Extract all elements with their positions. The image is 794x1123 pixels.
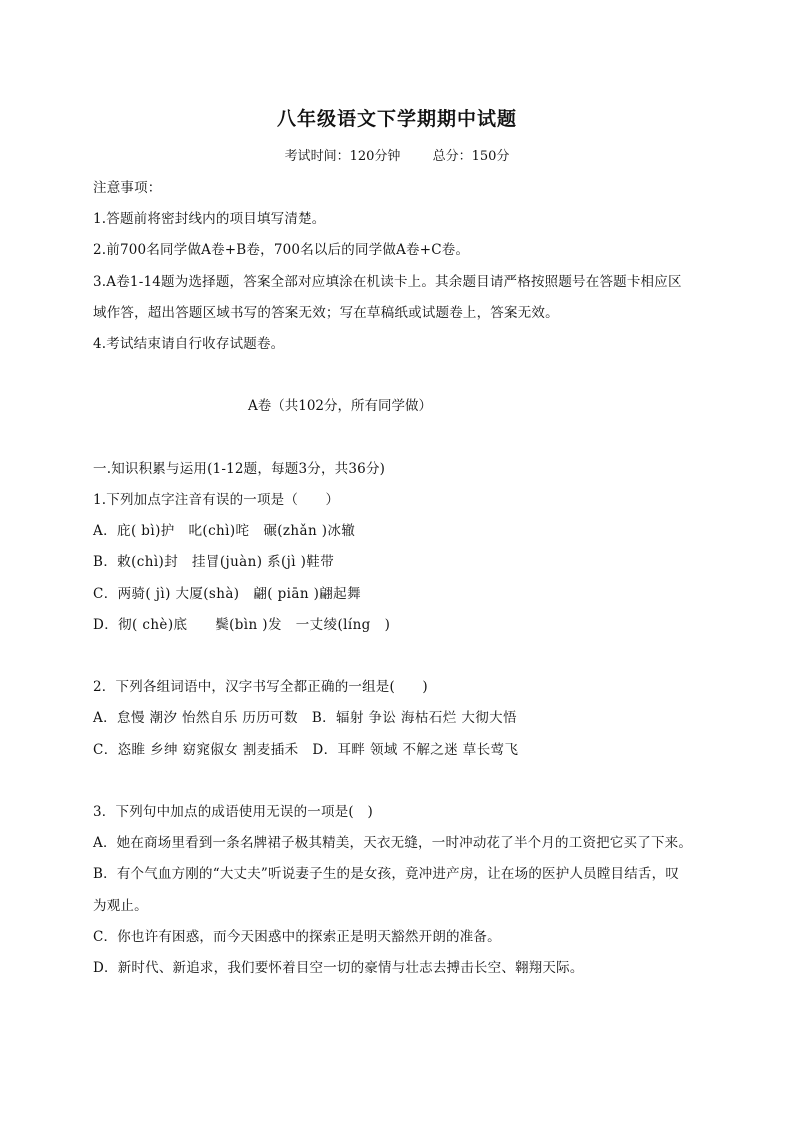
total-score: 总分：150分 bbox=[432, 149, 510, 164]
notice-item-4: 4.考试结束请自行收存试题卷。 bbox=[93, 336, 285, 352]
exam-meta bbox=[0, 145, 794, 164]
q3-option-a: A．她在商场里看到一条名牌裙子极其精美，天衣无缝，一时冲动花了半个月的工资把它买了下来。 bbox=[93, 835, 693, 851]
notice-item-2: 2.前700名同学做A卷+B卷，700名以后的同学做A卷+C卷。 bbox=[93, 242, 470, 258]
part1-heading: 一.知识积累与运用(1-12题，每题3分，共36分) bbox=[93, 461, 386, 477]
q1-option-d: D．彻( chè)底 鬓(bìn )发 一丈绫(líng ) bbox=[93, 617, 391, 633]
q3-option-d: D．新时代、新追求，我们要怀着目空一切的豪情与壮志去搏击长空、翱翔天际。 bbox=[93, 960, 584, 976]
q1-option-b: B．敕(chì)封 挂冒(juàn) 系(jì )鞋带 bbox=[93, 554, 335, 570]
q1-stem: 1.下列加点字注音有误的一项是（ ） bbox=[93, 492, 340, 508]
q3-option-c: C．你也许有困惑，而今天困惑中的探索正是明天豁然开朗的准备。 bbox=[93, 929, 501, 945]
q3-stem: 3．下列句中加点的成语使用无误的一项是( ) bbox=[93, 804, 374, 820]
notice-item-1: 1.答题前将密封线内的项目填写清楚。 bbox=[93, 211, 326, 227]
q1-option-a: A．庇( bì)护 叱(chì)咤 碾(zhǎn )冰辙 bbox=[93, 523, 356, 539]
q1-option-c: C．两骑( jì) 大厦(shà) 翩( piān )翩起舞 bbox=[93, 586, 361, 602]
q2-options-cd: C．恣睢 乡绅 窈窕俶女 割麦插禾 D．耳畔 领域 不解之迷 草长莺飞 bbox=[93, 742, 519, 758]
q2-stem: 2．下列各组词语中，汉字书写全都正确的一组是( ) bbox=[93, 679, 428, 695]
q3-option-b-cont: 为观止。 bbox=[93, 898, 148, 914]
notice-item-3-cont: 域作答，超出答题区域书写的答案无效；写在草稿纸或试题卷上，答案无效。 bbox=[93, 305, 559, 321]
exam-title: 八年级语文下学期期中试题 bbox=[276, 108, 517, 130]
notice-heading: 注意事项： bbox=[93, 180, 162, 196]
exam-time: 考试时间：120分钟 bbox=[284, 149, 401, 164]
section-a-heading: A卷（共102分，所有同学做） bbox=[248, 398, 433, 414]
q3-option-b: B．有个气血方刚的“大丈夫”听说妻子生的是女孩，竟冲进产房，让在场的医护人员瞠目结舌，叹 bbox=[93, 866, 680, 882]
q2-options-ab: A．怠慢 潮汐 怡然自乐 历历可数 B．辐射 争讼 海枯石烂 大彻大悟 bbox=[93, 710, 517, 726]
notice-item-3: 3.A卷1-14题为选择题，答案全部对应填涂在机读卡上。其余题目请严格按照题号在答题卡相应区 bbox=[93, 274, 682, 290]
